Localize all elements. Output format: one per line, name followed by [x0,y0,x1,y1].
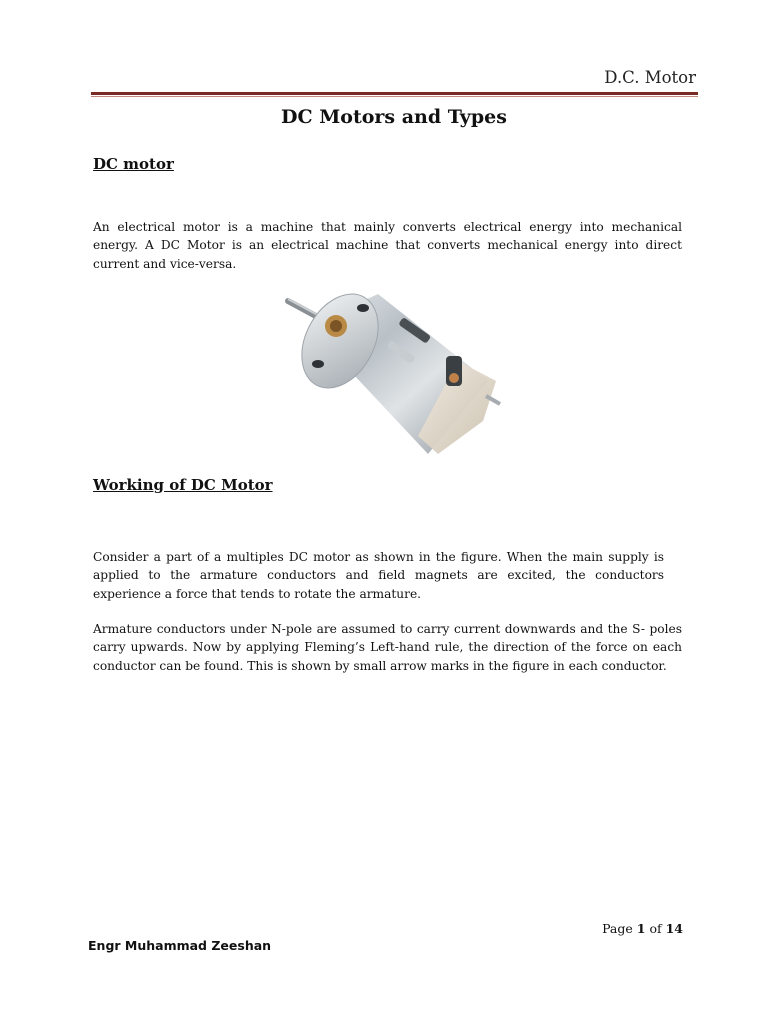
footer-author: Engr Muhammad Zeeshan [88,938,272,953]
page-number [602,921,683,936]
dc-motor-image [278,286,506,461]
page-current: 1 [636,921,646,936]
document-title: DC Motors and Types [281,106,507,128]
header-rule-thin [91,96,698,97]
section-heading-dc-motor: DC motor [93,155,174,173]
header-rule [91,92,698,95]
page-total: 14 [665,921,683,936]
page-of: of [649,921,662,936]
paragraph-working-1: Consider a part of a multiples DC motor as shown in the figure. When the main supply is applied to the armature conductors and field magnets are excited, the conductors experience a force that tends to rotate the armature. [93,550,664,601]
section-heading-working: Working of DC Motor [93,476,273,494]
paragraph-dc-motor-definition: An electrical motor is a machine that mainly converts electrical energy into mechanical energy. A DC Motor is an electrical machine that converts mechanical energy into direct current and vice-versa. [93,220,682,271]
page-label: Page [602,921,633,936]
paragraph-working-2: Armature conductors under N-pole are assumed to carry current downwards and the S- poles carry upwards. Now by applying Fleming’s Left-hand rule, the direction of the force on each conductor can be found. This is shown by small arrow marks in the figure in each conductor. [93,622,682,673]
header-title: D.C. Motor [604,68,696,87]
